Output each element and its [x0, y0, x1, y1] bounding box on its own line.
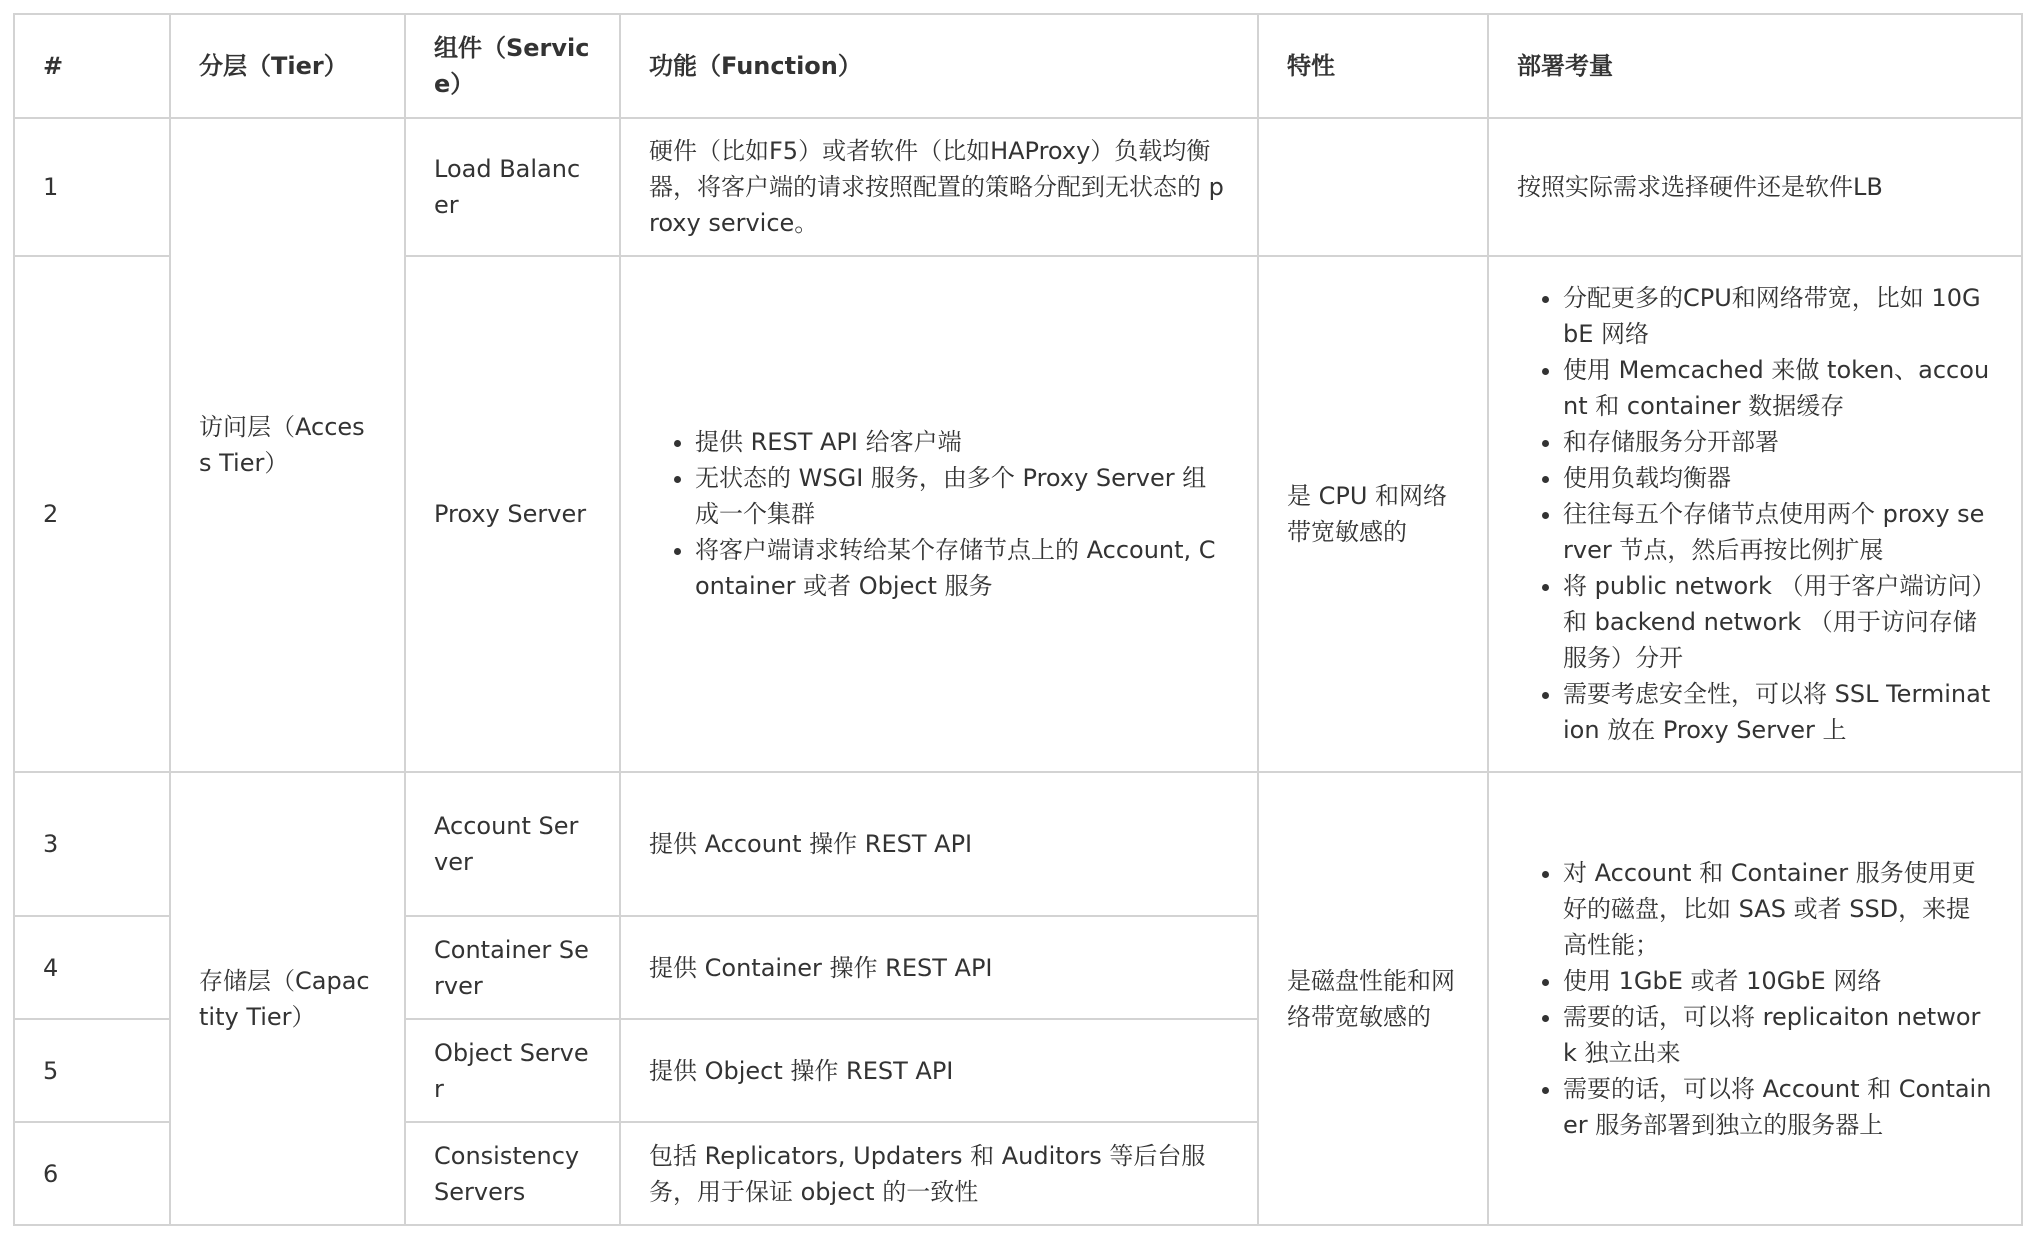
feature-cell-empty	[1258, 118, 1488, 256]
header-num: #	[14, 14, 170, 118]
list-item: • 对 Account 和 Container 服务使用更好的磁盘，比如 SAS 或者 SSD，来提高性能；	[1563, 855, 1993, 963]
function-cell: 提供 Account 操作 REST API	[620, 772, 1258, 916]
table-row	[14, 118, 2022, 256]
list-item: • 提供 REST API 给客户端	[695, 424, 1229, 460]
deploy-list	[1517, 855, 1993, 1143]
table-container	[13, 13, 2023, 1226]
function-cell: 硬件（比如F5）或者软件（比如HAProxy）负载均衡器，将客户端的请求按照配置的策略分配到无状态的 proxy service。	[620, 118, 1258, 256]
list-item: • 将客户端请求转给某个存储节点上的 Account, Container 或者 Object 服务	[695, 532, 1229, 604]
row-number: 3	[14, 772, 170, 916]
row-number: 5	[14, 1019, 170, 1122]
list-item: • 往往每五个存储节点使用两个 proxy server 节点，然后再按比例扩展	[1563, 496, 1993, 568]
deploy-list	[1517, 280, 1993, 748]
deploy-cell-capacity	[1488, 772, 2022, 1225]
service-cell: Container Server	[405, 916, 620, 1019]
function-list	[649, 424, 1229, 604]
feature-cell-capacity: 是磁盘性能和网络带宽敏感的	[1258, 772, 1488, 1225]
function-cell: 提供 Container 操作 REST API	[620, 916, 1258, 1019]
row-number: 1	[14, 118, 170, 256]
service-cell: Object Server	[405, 1019, 620, 1122]
list-item: • 需要的话，可以将 Account 和 Container 服务部署到独立的服务器上	[1563, 1071, 1993, 1143]
list-item: • 无状态的 WSGI 服务，由多个 Proxy Server 组成一个集群	[695, 460, 1229, 532]
service-cell: Proxy Server	[405, 256, 620, 772]
header-row	[14, 14, 2022, 118]
tier-cell-capacity: 存储层（Capactity Tier）	[170, 772, 405, 1225]
row-number: 6	[14, 1122, 170, 1225]
deploy-cell	[1488, 256, 2022, 772]
header-feature: 特性	[1258, 14, 1488, 118]
service-cell: Account Server	[405, 772, 620, 916]
row-number: 4	[14, 916, 170, 1019]
feature-cell: 是 CPU 和网络带宽敏感的	[1258, 256, 1488, 772]
table-row	[14, 772, 2022, 916]
function-cell	[620, 256, 1258, 772]
function-cell: 提供 Object 操作 REST API	[620, 1019, 1258, 1122]
header-deploy: 部署考量	[1488, 14, 2022, 118]
header-tier: 分层（Tier）	[170, 14, 405, 118]
list-item: • 使用 Memcached 来做 token、account 和 container 数据缓存	[1563, 352, 1993, 424]
header-service: 组件（Service）	[405, 14, 620, 118]
list-item: • 将 public network （用于客户端访问）和 backend network （用于访问存储服务）分开	[1563, 568, 1993, 676]
service-cell: Consistency Servers	[405, 1122, 620, 1225]
function-cell: 包括 Replicators, Updaters 和 Auditors 等后台服务，用于保证 object 的一致性	[620, 1122, 1258, 1225]
list-item: • 使用 1GbE 或者 10GbE 网络	[1563, 963, 1993, 999]
tier-cell-access: 访问层（Access Tier）	[170, 118, 405, 772]
list-item: • 分配更多的CPU和网络带宽，比如 10GbE 网络	[1563, 280, 1993, 352]
row-number: 2	[14, 256, 170, 772]
service-cell: Load Balancer	[405, 118, 620, 256]
list-item: • 需要考虑安全性，可以将 SSL Termination 放在 Proxy Server 上	[1563, 676, 1993, 748]
header-function: 功能（Function）	[620, 14, 1258, 118]
list-item: • 和存储服务分开部署	[1563, 424, 1993, 460]
deploy-cell: 按照实际需求选择硬件还是软件LB	[1488, 118, 2022, 256]
list-item: • 需要的话，可以将 replicaiton network 独立出来	[1563, 999, 1993, 1071]
list-item: • 使用负载均衡器	[1563, 460, 1993, 496]
swift-architecture-table	[13, 13, 2023, 1226]
